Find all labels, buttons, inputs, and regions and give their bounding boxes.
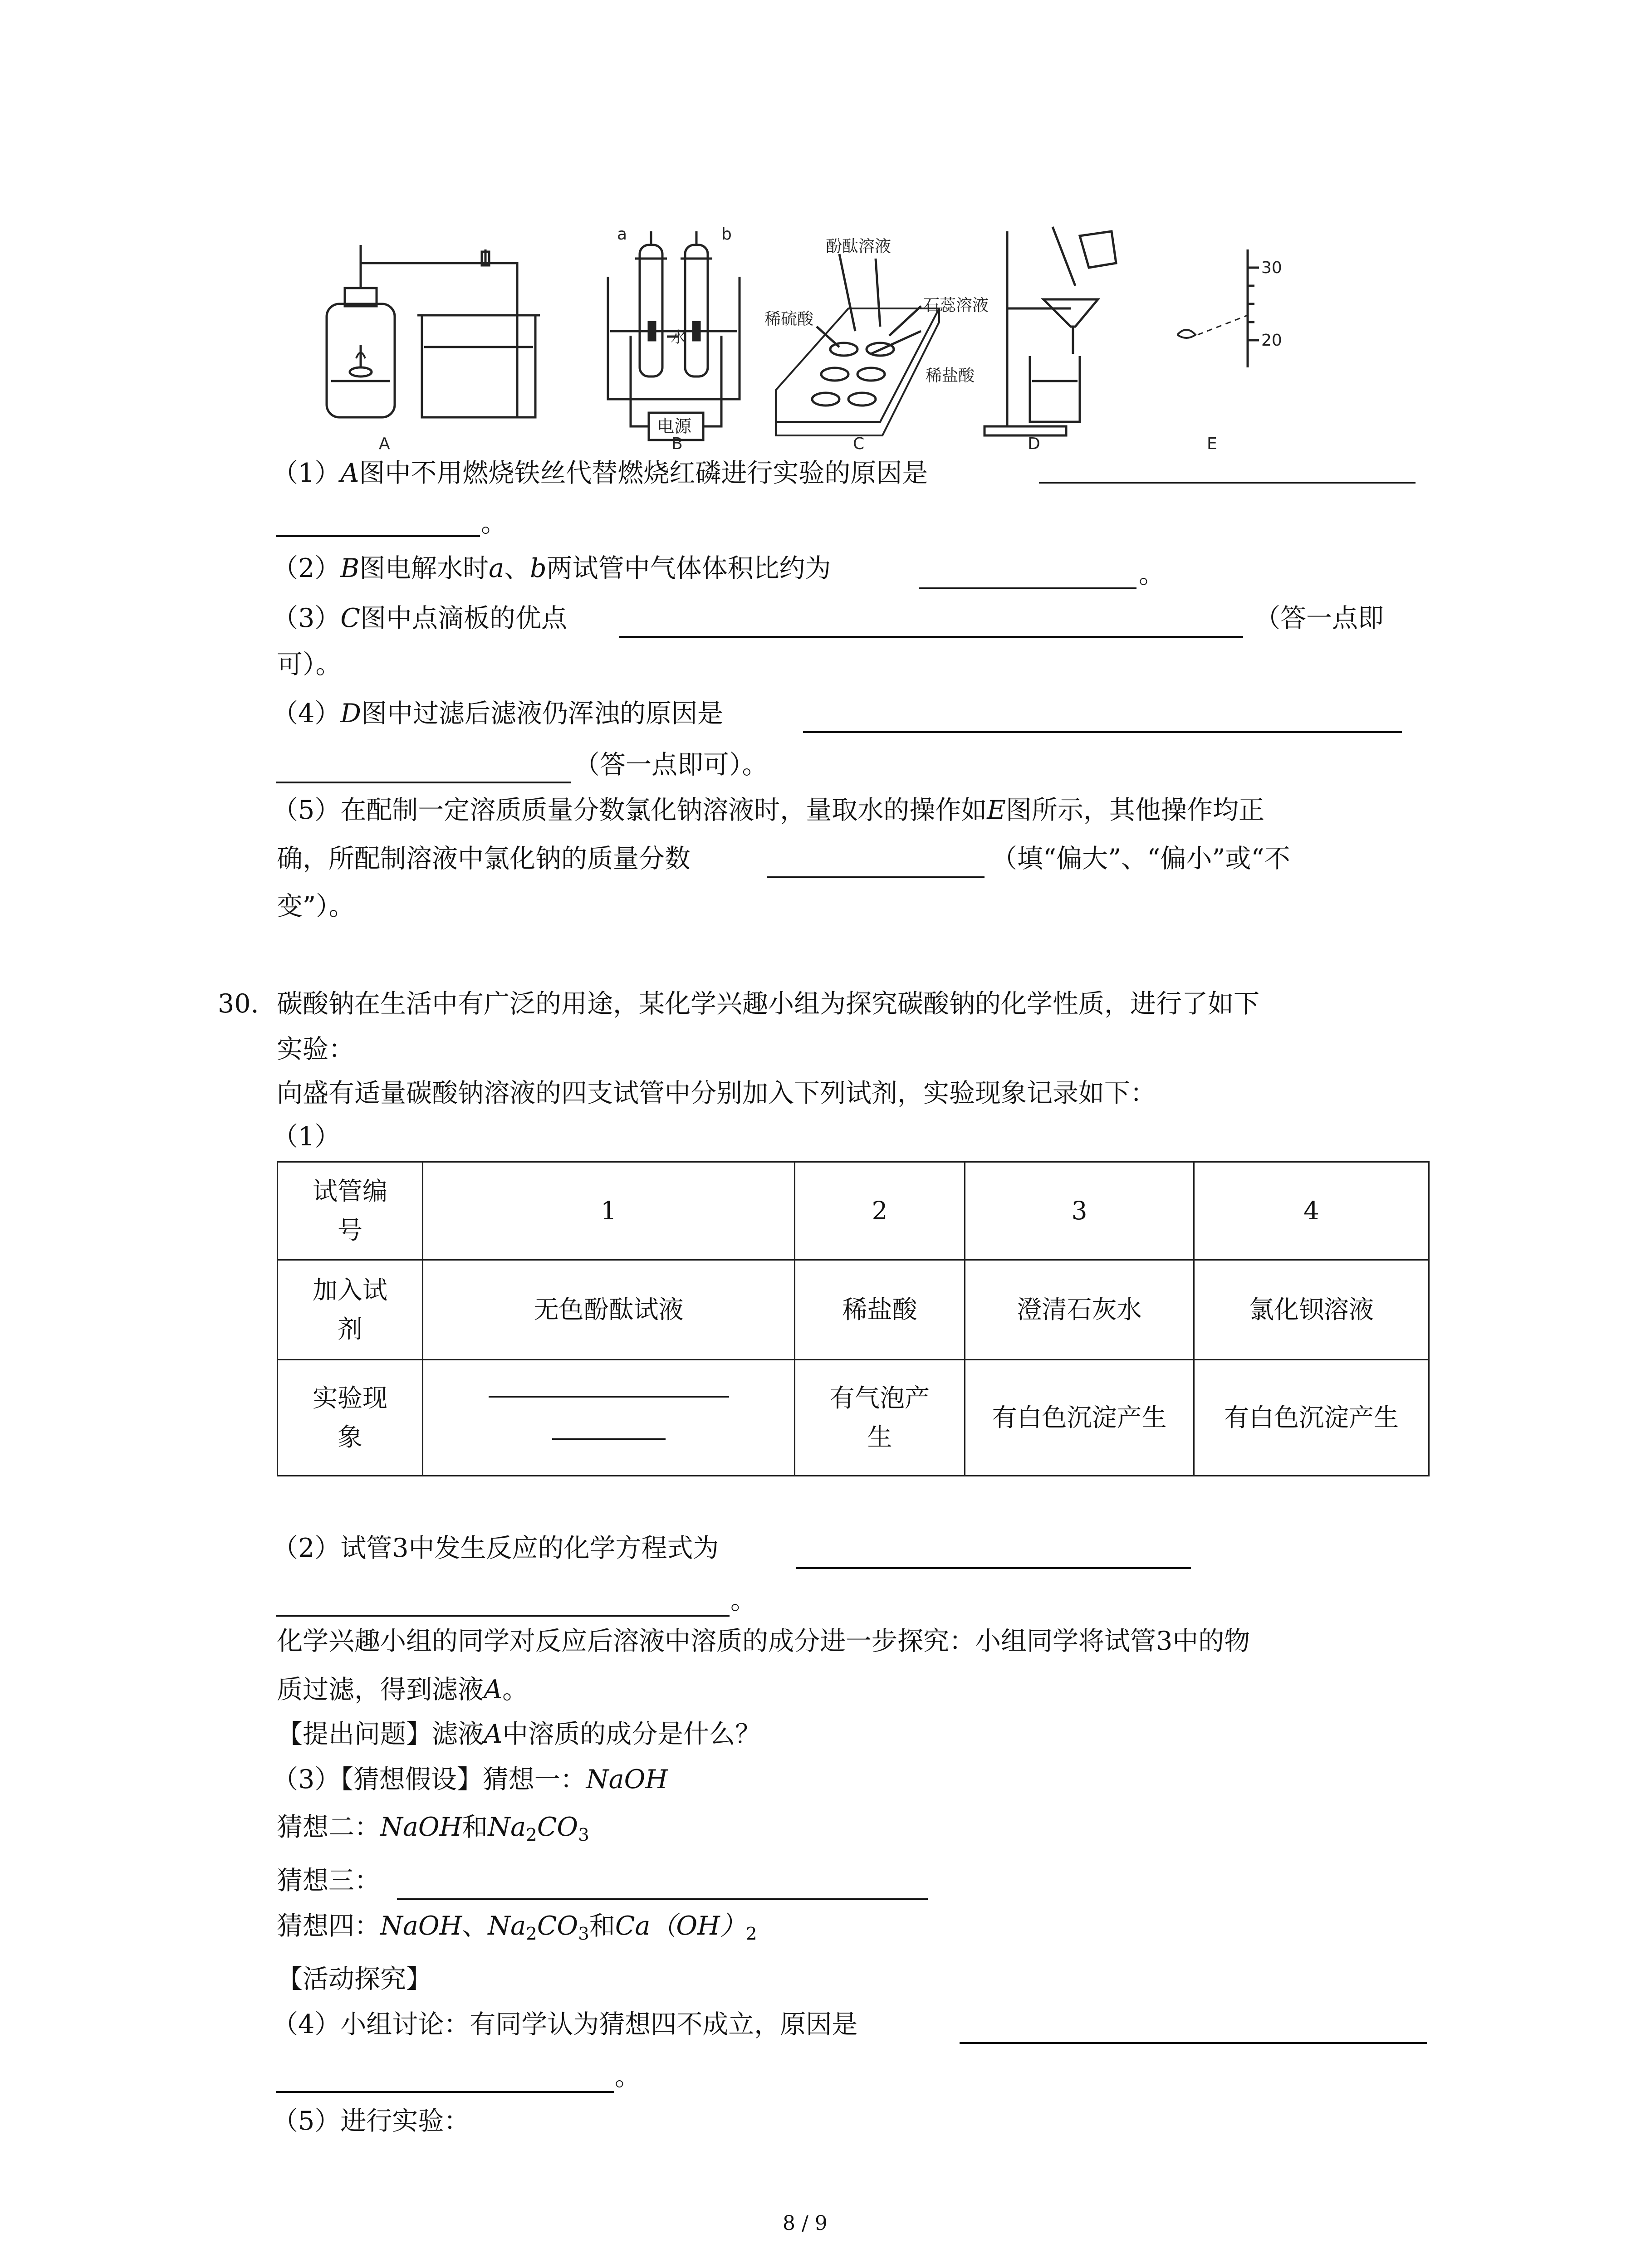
question-number: 30.	[218, 989, 259, 1019]
phenomenon-answer-cell[interactable]	[423, 1360, 795, 1476]
q30-paragraph-line2: 质过滤，得到滤液A。	[277, 1675, 529, 1705]
q30-part1: （1）	[272, 1122, 341, 1152]
table-row	[278, 1162, 1429, 1260]
apparatus-figures	[272, 218, 1293, 454]
period: 。	[730, 1585, 756, 1615]
scale-mark-30: 30	[1261, 259, 1282, 277]
answer-blank[interactable]	[919, 587, 1136, 589]
figure-label-c: C	[853, 435, 865, 453]
row-header-reagent: 加入试剂	[278, 1260, 423, 1360]
q30-intro-line3: 向盛有适量碳酸钠溶液的四支试管中分别加入下列试剂，实验现象记录如下：	[277, 1078, 1156, 1108]
figure-c-apparatus	[776, 254, 939, 435]
q30-question: 【提出问题】滤液A中溶质的成分是什么？	[277, 1719, 761, 1749]
answer-blank[interactable]	[960, 2042, 1427, 2044]
table-cell: 氯化钡溶液	[1194, 1260, 1429, 1360]
table-cell: 澄清石灰水	[965, 1260, 1194, 1360]
q30-part2: （2）试管3中发生反应的化学方程式为	[272, 1533, 719, 1563]
dilute-hcl-label: 稀盐酸	[926, 367, 975, 385]
experiment-table	[277, 1161, 1430, 1476]
table-cell: 4	[1194, 1162, 1429, 1260]
figure-d-apparatus	[985, 227, 1116, 435]
q29-part4-note: （答一点即可）。	[574, 750, 768, 780]
q29-part5-line3: 变”）。	[277, 891, 355, 921]
table-row	[278, 1360, 1429, 1476]
figure-e-apparatus	[1177, 249, 1259, 367]
q29-part5-line1: （5）在配制一定溶质质量分数氯化钠溶液时，量取水的操作如E图所示，其他操作均正	[272, 795, 1264, 825]
figure-label-e: E	[1207, 435, 1217, 453]
figure-label-a: A	[379, 435, 390, 453]
page-number: 8 / 9	[783, 2212, 828, 2235]
q30-intro-line2: 实验：	[277, 1034, 354, 1064]
q30-guess4: 猜想四：NaOH、$Na_2CO_3$和$Ca(OH)_2$	[277, 1911, 757, 1944]
figure-label-b: B	[671, 435, 683, 453]
q30-paragraph-line1: 化学兴趣小组的同学对反应后溶液中溶质的成分进一步探究：小组同学将试管3中的物	[277, 1626, 1250, 1656]
q30-intro-line1: 碳酸钠在生活中有广泛的用途，某化学兴趣小组为探究碳酸钠的化学性质，进行了如下	[277, 989, 1259, 1019]
q29-part3-note-end: 可）。	[277, 650, 342, 679]
table-cell: 稀盐酸	[795, 1260, 965, 1360]
answer-blank[interactable]	[489, 1396, 729, 1398]
table-cell: 有白色沉淀产生	[1194, 1360, 1429, 1476]
q30-guess1: （3）【猜想假设】猜想一：NaOH	[272, 1765, 668, 1794]
table-cell: 2	[795, 1162, 965, 1260]
figure-a-apparatus	[327, 245, 540, 417]
table-cell: 3	[965, 1162, 1194, 1260]
tube-label-a: a	[617, 225, 627, 244]
q30-activity-heading: 【活动探究】	[277, 1964, 432, 1994]
answer-blank[interactable]	[767, 876, 985, 878]
q29-part2: （2）B图电解水时a、b两试管中气体体积比约为	[272, 553, 831, 583]
q29-part3: （3）C图中点滴板的优点	[272, 603, 567, 633]
answer-blank[interactable]	[796, 1567, 1191, 1569]
table-cell: 有气泡产生	[795, 1360, 965, 1476]
q30-part4: （4）小组讨论：有同学认为猜想四不成立，原因是	[272, 2009, 858, 2039]
figure-label-d: D	[1028, 435, 1040, 453]
q29-part1: （1）A图中不用燃烧铁丝代替燃烧红磷进行实验的原因是	[272, 458, 928, 488]
answer-blank[interactable]	[276, 1615, 730, 1617]
period: 。	[1139, 559, 1165, 589]
q30-guess2: 猜想二：NaOH和$Na_2CO_3$	[277, 1812, 589, 1845]
q29-part4: （4）D图中过滤后滤液仍浑浊的原因是	[272, 699, 723, 728]
answer-blank[interactable]	[803, 731, 1402, 733]
q29-part5-line2: 确，所配制溶液中氯化钠的质量分数	[277, 844, 691, 874]
row-header-phenomenon: 实验现象	[278, 1360, 423, 1476]
answer-blank[interactable]	[1039, 482, 1416, 484]
phenolphthalein-label: 酚酞溶液	[826, 237, 892, 256]
answer-blank[interactable]	[276, 2091, 614, 2093]
period: 。	[615, 2062, 641, 2092]
row-header-tube-number: 试管编号	[278, 1162, 423, 1260]
answer-blank[interactable]	[397, 1898, 928, 1900]
answer-blank[interactable]	[276, 782, 571, 783]
litmus-label: 石蕊溶液	[923, 296, 989, 315]
water-label: 水	[671, 328, 686, 347]
table-cell: 1	[423, 1162, 795, 1260]
period: 。	[481, 508, 507, 538]
table-row	[278, 1260, 1429, 1360]
table-cell: 无色酚酞试液	[423, 1260, 795, 1360]
q30-part5: （5）进行实验：	[272, 2106, 470, 2136]
answer-blank[interactable]	[552, 1438, 666, 1440]
q29-part3-note: （答一点即	[1254, 603, 1384, 633]
power-source-label: 电源	[657, 416, 692, 436]
answer-blank[interactable]	[619, 636, 1243, 638]
answer-blank[interactable]	[276, 535, 480, 537]
dilute-sulfuric-label: 稀硫酸	[764, 310, 814, 328]
tube-label-b: b	[721, 225, 732, 244]
scale-mark-20: 20	[1261, 331, 1282, 350]
q30-guess3: 猜想三：	[277, 1866, 380, 1896]
table-cell: 有白色沉淀产生	[965, 1360, 1194, 1476]
q29-part5-note: （填“偏大”、“偏小”或“不	[991, 844, 1290, 874]
